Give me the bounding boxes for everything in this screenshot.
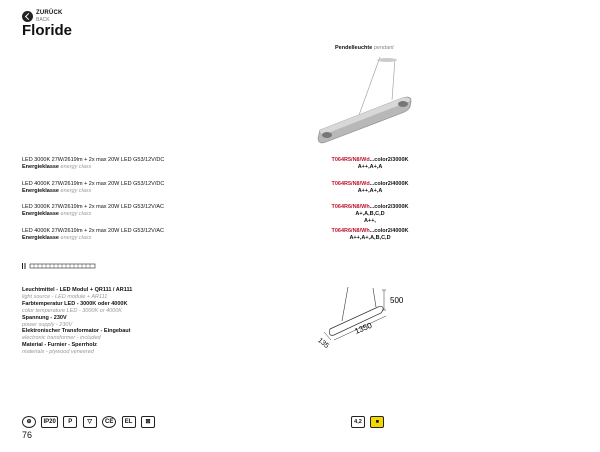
feature-list (22, 287, 132, 356)
energy-consumption (351, 413, 385, 425)
feature-en: materials - plywood veneered (22, 349, 94, 356)
protection-p-icon: P (63, 416, 77, 428)
back-arrow-icon (22, 11, 33, 22)
page-title: Floride (22, 22, 73, 39)
spec-row-4: LED 4000K 27W/2619lm + 2x max 20W LED G53/12V/AC Energieklasse energy class (22, 228, 165, 241)
ce-icon: CE (102, 416, 116, 428)
scale-ruler-icon (22, 262, 96, 270)
product-code-3: T064R6/N8/Wh...color2/3000K A+,A,B,C,D A++, (331, 204, 409, 224)
el-icon: EL (122, 416, 136, 428)
feature-de: Spannung - 230V (22, 314, 67, 321)
pendant-lamp-image (310, 55, 430, 150)
f-mark-icon: ▽ (83, 416, 97, 428)
depth-label: 135 (316, 337, 330, 350)
page-number: 76 (22, 430, 33, 440)
product-code-2: T064R5/N8/Wd...color2/4000K A++,A+,A (331, 181, 409, 194)
safety-class-icon: ⊕ (22, 416, 36, 428)
product-code-1: T064R5/N8/Wd...color2/3000K A++,A+,A (331, 157, 409, 170)
certification-icons (22, 413, 156, 425)
back-label: ZURÜCK (36, 10, 63, 16)
spec-desc: LED 4000K 27W/2619lm + 2x max 20W LED G53/12V/AC (22, 228, 165, 234)
spec-row-3: LED 3000K 27W/2619lm + 2x max 20W LED G53/12V/AC Energieklasse energy class (22, 204, 165, 217)
spec-desc: LED 4000K 27W/2619lm + 2x max 20W LED G53/12V/DC (22, 181, 165, 187)
length-label: 1350 (353, 320, 374, 336)
height-label: 500 (390, 296, 404, 305)
spec-row-1: LED 3000K 27W/2619lm + 2x max 20W LED G53/12V/DC Energieklasse energy class (22, 157, 165, 170)
lamp-type-icon: ■ (370, 416, 384, 428)
weee-icon: ⊠ (141, 416, 155, 428)
feature-de: Leuchtmittel - LED Modul + QR111 / AR111 (22, 287, 133, 293)
spec-desc: LED 3000K 27W/2619lm + 2x max 20W LED G53/12V/DC (22, 157, 165, 163)
feature-en: electronic transformer - included (22, 335, 101, 342)
feature-de: Elektronischer Transformator - Eingebaut (22, 328, 131, 335)
feature-de: Material - Furnier - Sperrholz (22, 342, 97, 349)
energy-value: 4,2 (351, 416, 365, 428)
feature-en: light source - LED module + AR111 (22, 293, 108, 300)
product-type: Pendelleuchte pendant (335, 45, 394, 51)
spec-desc: LED 3000K 27W/2619lm + 2x max 20W LED G53/12V/AC (22, 204, 165, 210)
feature-en: power supply - 230V (22, 321, 73, 328)
product-code-4: T064R6/N8/Wh...color2/4000K A++,A+,A,B,C,D (331, 228, 409, 241)
back-sublabel: BACK (36, 17, 50, 23)
feature-en: color temperature LED - 3000K or 4000K (22, 307, 122, 314)
spec-row-2: LED 4000K 27W/2619lm + 2x max 20W LED G53/12V/DC Energieklasse energy class (22, 181, 165, 194)
feature-de: Farbtemperatur LED - 3000K oder 4000K (22, 300, 128, 307)
ip-rating-icon: IP20 (41, 416, 57, 428)
dimension-drawing (318, 285, 418, 350)
